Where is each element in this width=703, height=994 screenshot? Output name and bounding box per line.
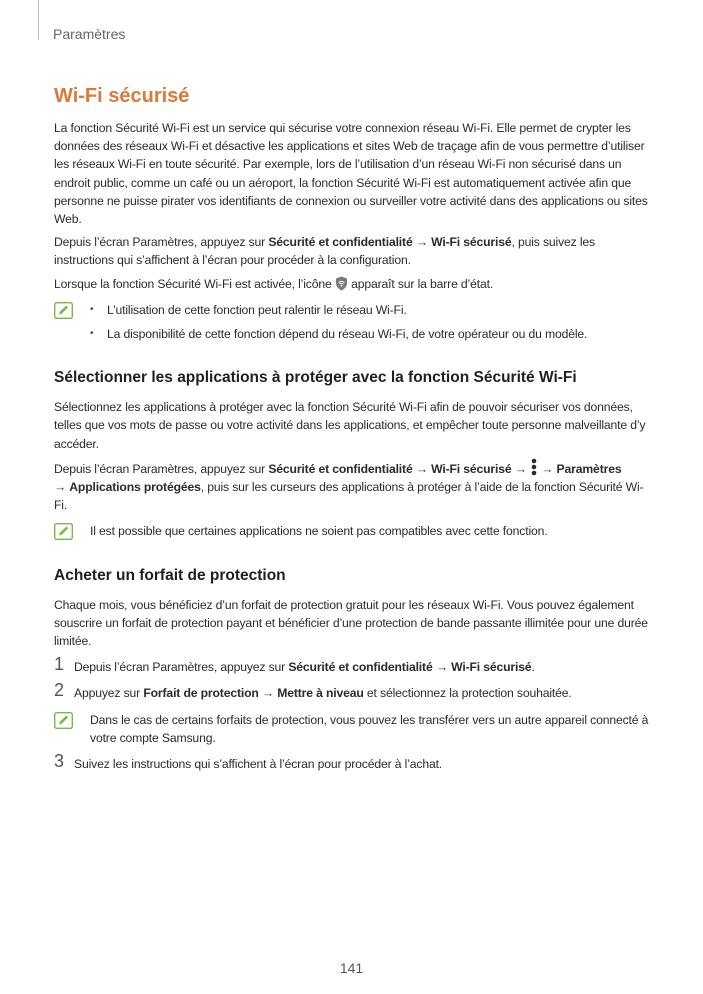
page-number: 141	[339, 960, 364, 976]
note-2-text: Il est possible que certaines applications ne soient pas compatibles avec cette fonction.	[90, 524, 548, 539]
note-1-item: • L’utilisation de cette fonction peut ralentir le réseau Wi-Fi.	[90, 301, 652, 319]
note-pencil-icon	[54, 712, 73, 729]
section-heading-select-apps: Sélectionner les applications à protéger avec la fonction Sécurité Wi-Fi	[54, 369, 577, 387]
note-1-item: • La disponibilité de cette fonction dépend du réseau Wi-Fi, de votre opérateur ou du modèle.	[90, 325, 652, 343]
section-heading-buy-plan: Acheter un forfait de protection	[54, 566, 286, 584]
section-1-paragraph: Sélectionnez les applications à protéger avec la fonction Sécurité Wi-Fi afin de pouvoir sécuriser vos données, telles que vos mots de passe ou votre activité dans les applications, et empêcher toute personne malveillante d’y accéder.	[54, 400, 646, 451]
header-rule	[38, 0, 39, 40]
section-header: Paramètres	[53, 26, 126, 42]
page-content	[54, 83, 652, 779]
note-pencil-icon	[54, 523, 73, 540]
intro-icon-note: Lorsque la fonction Sécurité Wi-Fi est activée, l’icône apparaît sur la barre d’état.	[54, 276, 494, 291]
page-title: Wi-Fi sécurisé	[54, 85, 190, 107]
shield-icon	[335, 276, 348, 291]
section-2-paragraph: Chaque mois, vous bénéficiez d’un forfait de protection gratuit pour les réseaux Wi-Fi. Vous pouvez également souscrire un forfait de protection payant et bénéficier d’une protection de bande passante illimitée pour une durée limitée.	[54, 597, 648, 649]
intro-instruction: Depuis l’écran Paramètres, appuyez sur Sécurité et confidentialité → Wi-Fi sécurisé, puis suivez les instructions qui s’affichent à l’écran pour procéder à la configuration.	[54, 235, 595, 268]
note-1	[54, 301, 652, 343]
intro-paragraph: La fonction Sécurité Wi-Fi est un service qui sécurise votre connexion réseau Wi-Fi. Elle permet de crypter les données des réseaux Wi-Fi et désactive les applications et sites Web de traçage afin de vous permettre d’utiliser les réseaux Wi-Fi en toute sécurité. Par exemple, lors de l’utilisation d’un réseau Wi-Fi non sécurisé dans un endroit public, comme un café ou un aéroport, la fonction Sécurité Wi-Fi est automatiquement activée afin que personne ne puisse pirater vos identifiants de connexion ou surveiller votre activité dans des applications ou sites Web.	[54, 121, 648, 227]
note-pencil-icon	[54, 302, 73, 319]
note-3	[54, 711, 652, 747]
step-2: 2 Appuyez sur Forfait de protection → Mettre à niveau et sélectionnez la protection souhaitée.	[54, 680, 572, 701]
step-1: 1 Depuis l’écran Paramètres, appuyez sur Sécurité et confidentialité → Wi-Fi sécurisé.	[54, 654, 535, 675]
step-number: 2	[54, 680, 64, 701]
step-number: 1	[54, 654, 64, 675]
section-1-instruction: Depuis l’écran Paramètres, appuyez sur Sécurité et confidentialité → Wi-Fi sécurisé → → Paramètres → Applications protégées, puis sur les curseurs des applications à protéger à l’aide de la fonction Sécurité Wi-Fi.	[54, 458, 652, 515]
step-number: 3	[54, 751, 64, 772]
note-2	[54, 522, 652, 540]
more-options-icon	[530, 458, 538, 476]
step-3: 3 Suivez les instructions qui s’affichent à l’écran pour procéder à l’achat.	[54, 751, 443, 772]
note-3-text: Dans le cas de certains forfaits de protection, vous pouvez les transférer vers un autre appareil connecté à votre compte Samsung.	[90, 712, 649, 745]
